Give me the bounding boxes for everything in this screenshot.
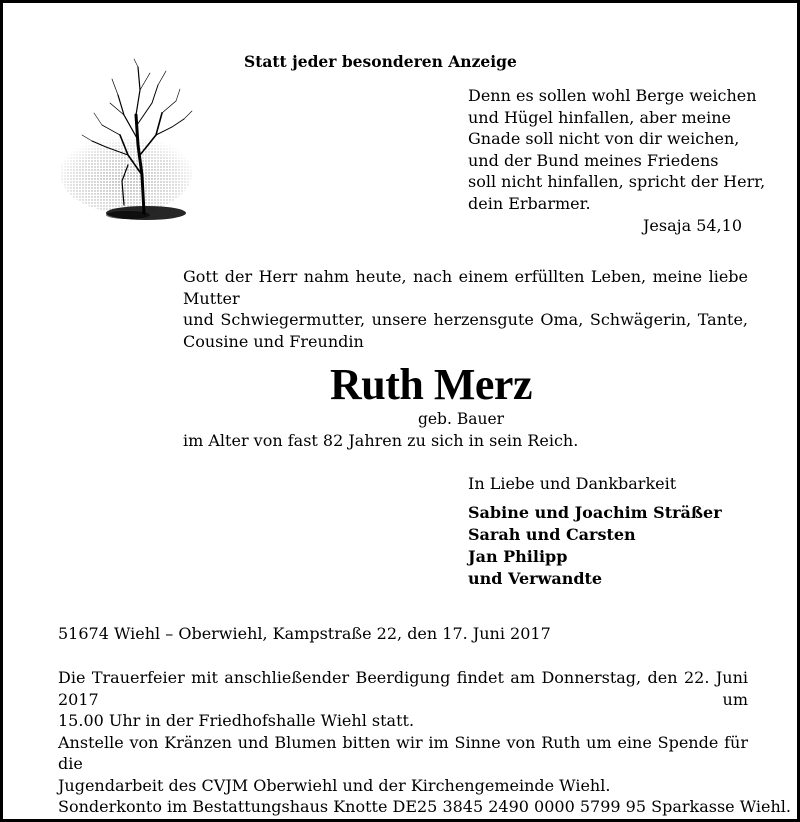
mourners-list xyxy=(468,502,722,590)
verse-line: und der Bund meines Friedens xyxy=(468,150,719,170)
details-line: 15.00 Uhr in der Friedhofshalle Wiehl statt. xyxy=(58,711,415,730)
verse-reference: Jesaja 54,10 xyxy=(642,216,742,235)
funeral-details xyxy=(58,667,791,818)
age-text: im Alter von fast 82 Jahren zu sich in sein Reich. xyxy=(183,431,579,450)
intro-text xyxy=(183,266,748,352)
mourner-name: Sarah und Carsten xyxy=(468,525,636,544)
mourner-name: und Verwandte xyxy=(468,569,603,588)
intro-line: und Schwiegermutter, unsere herzensgute Oma, Schwägerin, Tante, xyxy=(183,310,748,329)
details-line: Jugendarbeit des CVJM Oberwiehl und der Kirchengemeinde Wiehl. xyxy=(58,775,611,795)
verse-line: dein Erbarmer. xyxy=(468,193,591,213)
verse-line: soll nicht hinfallen, spricht der Herr, xyxy=(468,172,766,191)
intro-line: Cousine und Freundin xyxy=(183,331,364,351)
mourner-name: Sabine und Joachim Sträßer xyxy=(468,503,722,522)
intro-line: Gott der Herr nahm heute, nach einem erfüllten Leben, meine liebe Mutter xyxy=(183,267,748,308)
mourning-phrase: In Liebe und Dankbarkeit xyxy=(468,474,677,493)
notice-header: Statt jeder besonderen Anzeige xyxy=(244,52,517,71)
bible-verse xyxy=(468,85,768,214)
details-line: Die Trauerfeier mit anschließender Beerdigung findet am Donnerstag, den 22. Juni 2017 um xyxy=(58,668,748,709)
details-line: Sonderkonto im Bestattungshaus Knotte DE25 3845 2490 0000 5799 95 Sparkasse Wiehl. xyxy=(58,797,791,816)
deceased-name: Ruth Merz xyxy=(330,360,532,409)
verse-line: und Hügel hinfallen, aber meine xyxy=(468,107,731,127)
details-line: Anstelle von Kränzen und Blumen bitten wir im Sinne von Ruth um eine Spende für die xyxy=(58,732,748,773)
maiden-name: geb. Bauer xyxy=(417,410,505,428)
verse-line: Gnade soll nicht von dir weichen, xyxy=(468,129,740,148)
verse-line: Denn es sollen wohl Berge weichen xyxy=(468,86,757,105)
address-date: 51674 Wiehl – Oberwiehl, Kampstraße 22, den 17. Juni 2017 xyxy=(58,624,551,643)
tree-illustration xyxy=(58,55,198,225)
mourner-name: Jan Philipp xyxy=(468,547,568,566)
